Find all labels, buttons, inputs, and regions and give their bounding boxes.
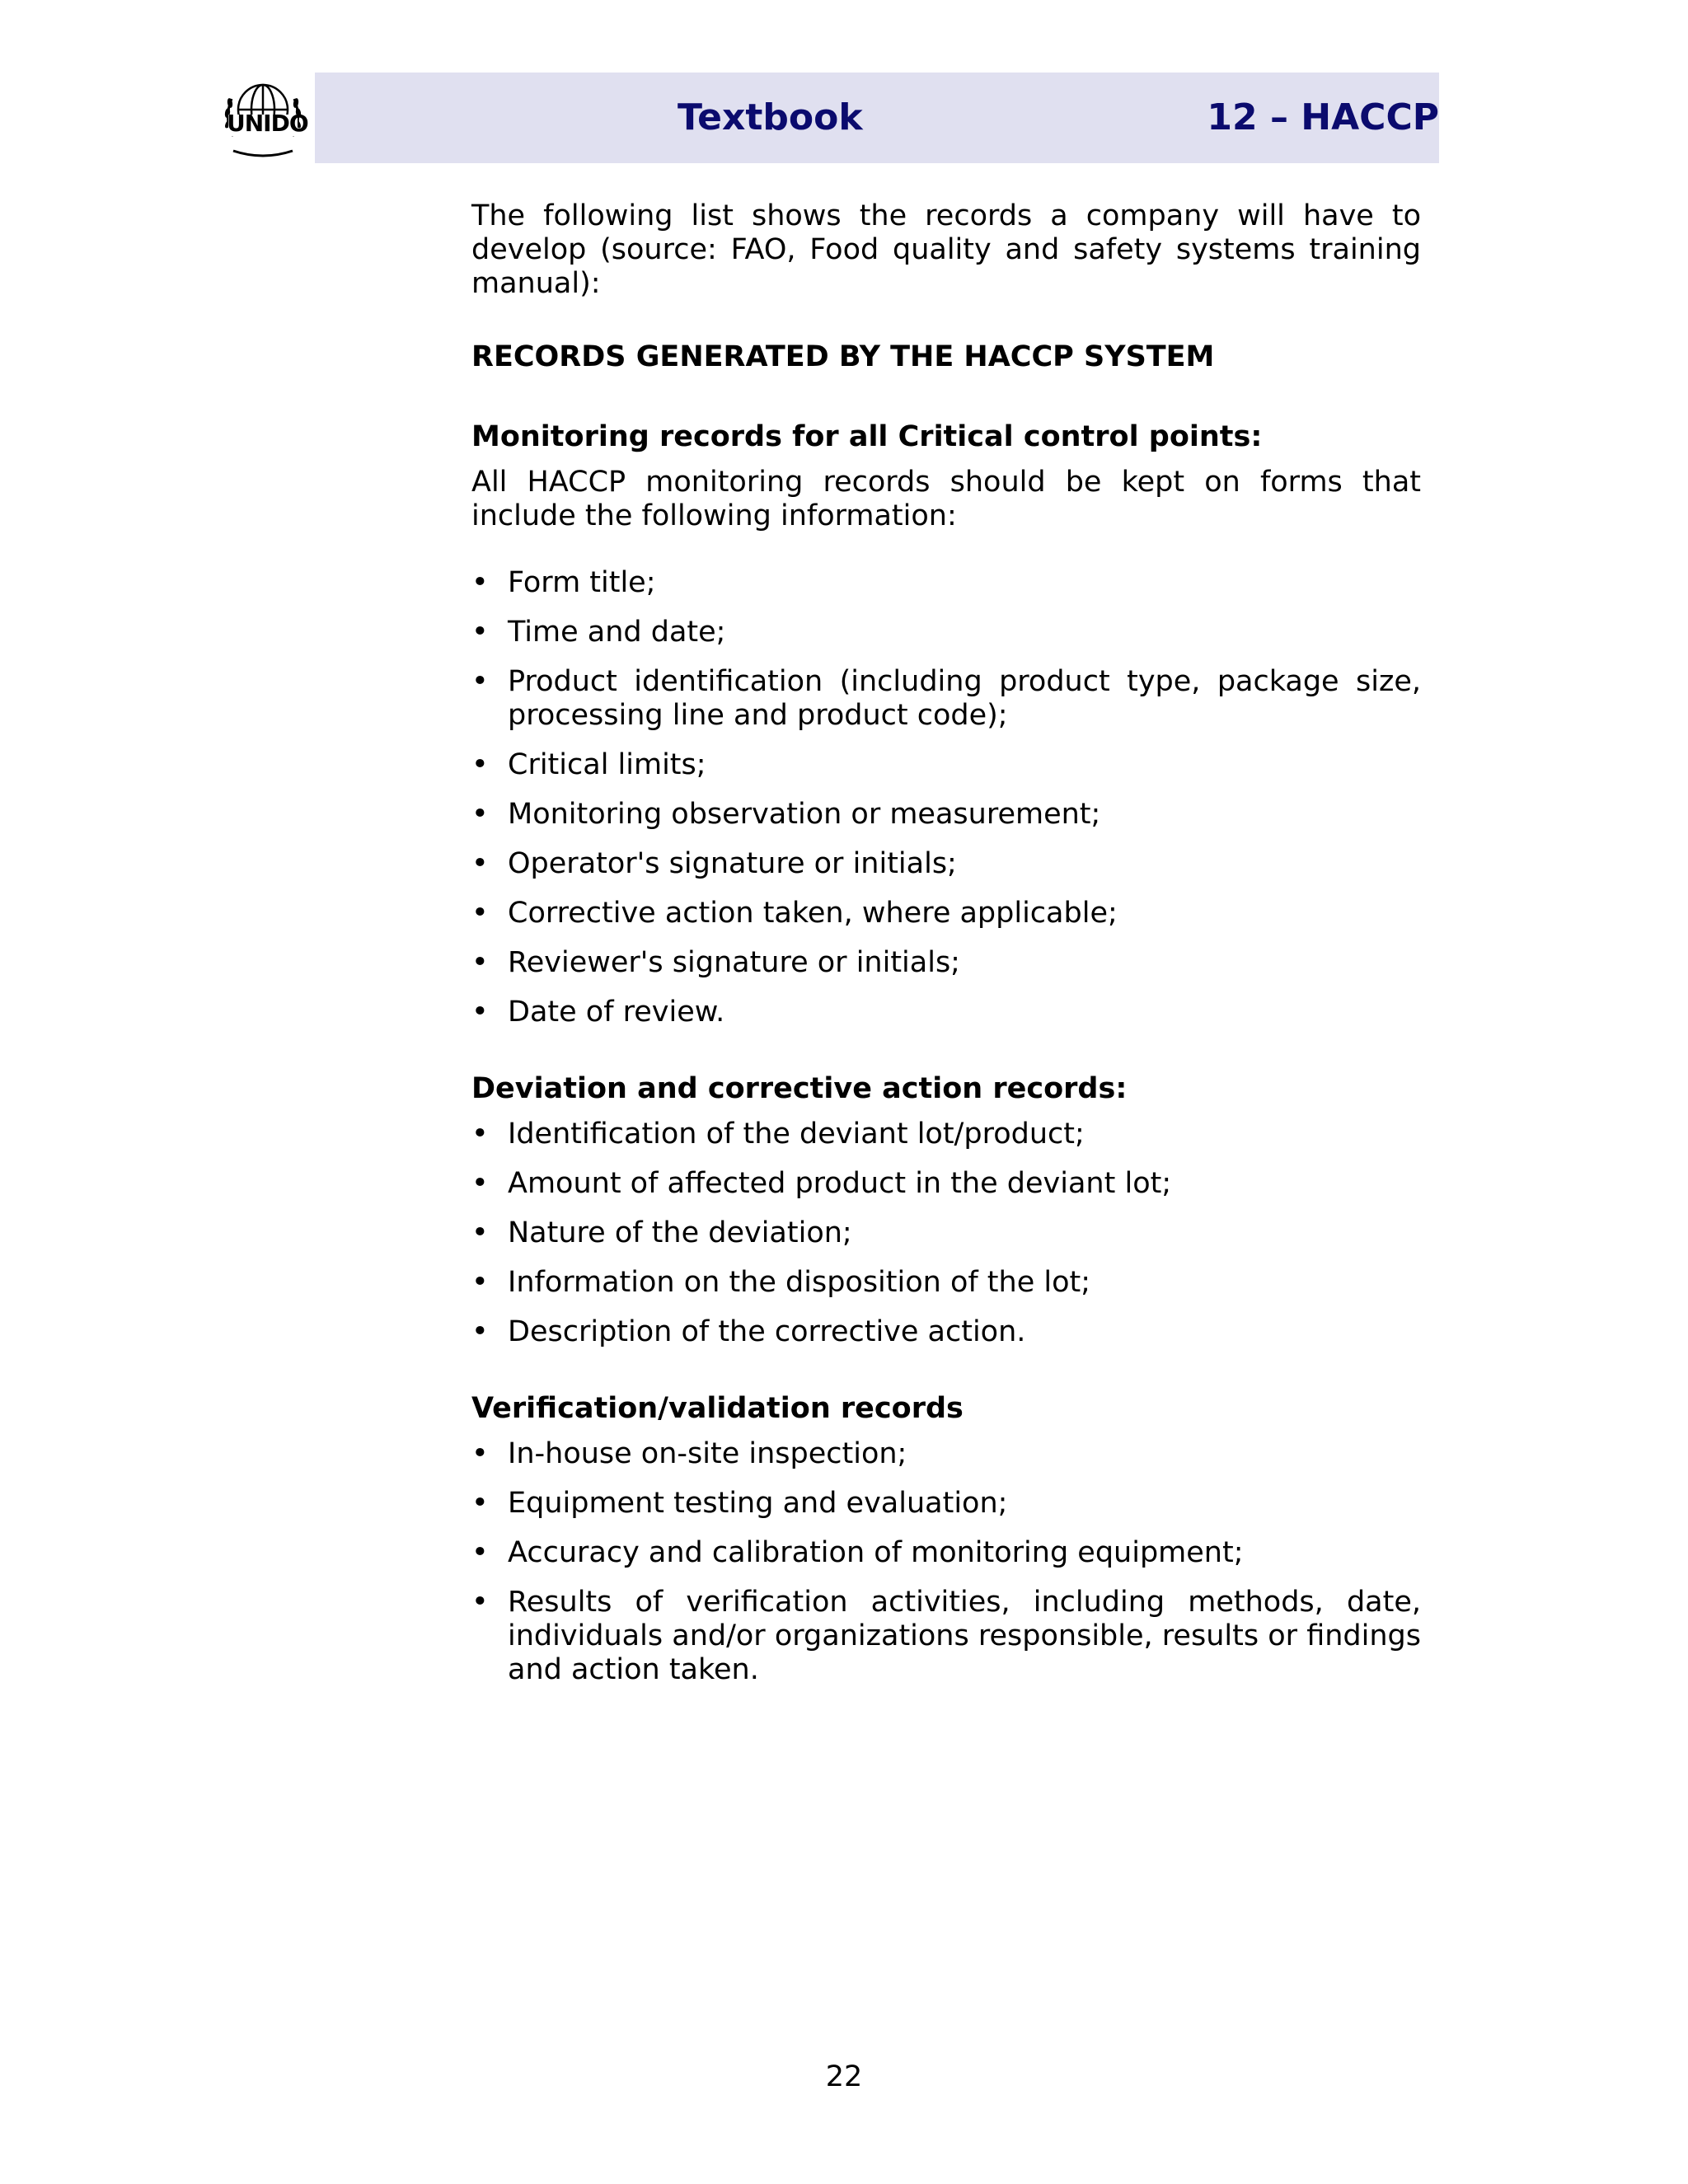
bullet-icon: • [471,1118,489,1151]
list-item [471,897,1421,930]
bullet-icon: • [471,748,489,781]
list-item-text: Identification of the deviant lot/product; [508,1118,1085,1151]
list-item [471,1487,1421,1521]
list-item [471,996,1421,1029]
verification-heading: Verification/validation records [471,1392,964,1425]
bullet-icon: • [471,847,489,880]
list-item-text: Corrective action taken, where applicable; [508,897,1118,930]
page-content [471,199,1421,1703]
list-item-text: Critical limits; [508,748,706,781]
bullet-icon: • [471,1167,489,1200]
monitoring-heading: Monitoring records for all Critical control points: [471,420,1263,453]
bullet-icon: • [471,1266,489,1299]
list-item-text: Accuracy and calibration of monitoring equipment; [508,1536,1244,1569]
bullet-icon: • [471,1216,489,1249]
list-item [471,1315,1421,1349]
bullet-icon: • [471,1315,489,1348]
bullet-icon: • [471,996,489,1029]
list-item [471,946,1421,980]
list-item [471,616,1421,649]
list-item-text: Form title; [508,566,656,599]
list-item-text: Nature of the deviation; [508,1216,852,1249]
monitoring-list [471,566,1421,1029]
header-left-title: Textbook [678,96,863,138]
bullet-icon: • [471,897,489,930]
bullet-icon: • [471,1437,489,1470]
monitoring-lead: All HACCP monitoring records should be kept on forms that include the following information: [471,466,1421,532]
list-item-text: In-house on-site inspection; [508,1437,907,1470]
list-item-text: Description of the corrective action. [508,1315,1026,1348]
list-item [471,1118,1421,1151]
bullet-icon: • [471,665,489,698]
intro-paragraph: The following list shows the records a company will have to develop (source: FAO, Food quality and safety systems training manual): [471,199,1421,300]
section-title: RECORDS GENERATED BY THE HACCP SYSTEM [471,340,1215,373]
bullet-icon: • [471,946,489,979]
list-item [471,665,1421,733]
bullet-icon: • [471,566,489,599]
list-item [471,798,1421,832]
list-item [471,1586,1421,1687]
list-item-text: Results of verification activities, including methods, date, individuals and/or organizations responsible, results or findings and action taken. [508,1586,1421,1686]
list-item [471,1266,1421,1300]
list-item-text: Date of review. [508,996,725,1029]
unido-logo [217,78,309,161]
bullet-icon: • [471,616,489,649]
bullet-icon: • [471,1536,489,1569]
list-item [471,748,1421,782]
list-item [471,566,1421,600]
bullet-icon: • [471,1487,489,1520]
list-item-text: Time and date; [508,616,726,649]
list-item [471,1536,1421,1570]
deviation-list [471,1118,1421,1349]
deviation-heading: Deviation and corrective action records: [471,1072,1128,1105]
list-item-text: Equipment testing and evaluation; [508,1487,1008,1520]
header-right-title: 12 – HACCP [1207,96,1439,138]
list-item [471,1437,1421,1471]
bullet-icon: • [471,1586,489,1619]
list-item-text: Product identification (including product type, package size, processing line and product code); [508,665,1421,732]
list-item-text: Operator's signature or initials; [508,847,957,880]
bullet-icon: • [471,798,489,831]
list-item [471,1167,1421,1201]
page-number: 22 [825,2060,863,2093]
list-item-text: Reviewer's signature or initials; [508,946,960,979]
logo-text: UNIDO [227,110,308,137]
list-item-text: Information on the disposition of the lot; [508,1266,1091,1299]
list-item [471,1216,1421,1250]
verification-list [471,1437,1421,1687]
list-item [471,847,1421,881]
list-item-text: Amount of affected product in the deviant lot; [508,1167,1172,1200]
list-item-text: Monitoring observation or measurement; [508,798,1101,831]
